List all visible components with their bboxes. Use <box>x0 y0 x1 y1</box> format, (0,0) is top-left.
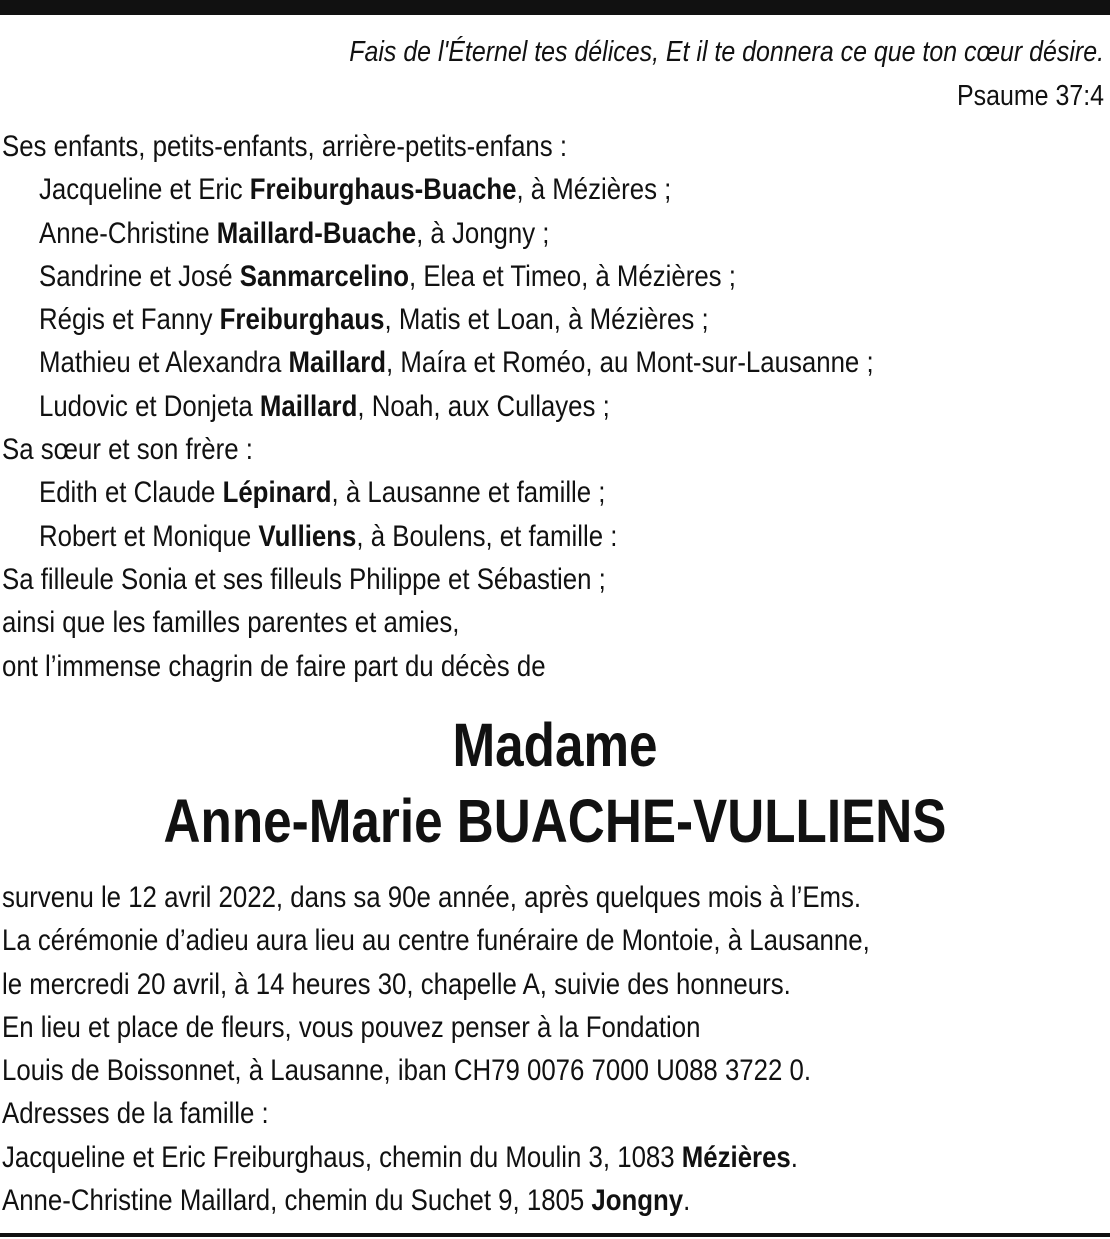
member-names: Jacqueline et Eric <box>38 173 250 207</box>
details-line: le mercredi 20 avril, à 14 heures 30, chapelle A, suivie des honneurs. <box>2 967 791 1001</box>
details-line: Louis de Boissonnet, à Lausanne, iban CH79 0076 7000 U088 3722 0. <box>2 1054 812 1088</box>
member-names: Robert et Monique <box>38 519 259 553</box>
address-end: . <box>790 1140 798 1174</box>
family-member-line <box>2 168 874 211</box>
family-address <box>2 1179 870 1222</box>
member-location: , à Lausanne et famille ; <box>331 476 606 510</box>
godchildren-line: Sa filleule Sonia et ses filleuls Philippe et Sébastien ; <box>2 562 606 596</box>
siblings-heading: Sa sœur et son frère : <box>2 433 253 467</box>
member-surname: Maillard-Buache <box>216 216 417 250</box>
deceased-name: Anne-Marie BUACHE-VULLIENS <box>163 787 947 855</box>
member-surname: Maillard <box>288 346 387 380</box>
member-location: , à Mézières ; <box>516 173 672 207</box>
family-address <box>2 1136 870 1179</box>
address-text: Anne-Christine Maillard, chemin du Suchet 9, 1805 <box>2 1184 592 1218</box>
member-names: Sandrine et José <box>38 259 240 293</box>
family-member-line <box>2 212 874 255</box>
details-line: En lieu et place de fleurs, vous pouvez penser à la Fondation <box>2 1010 701 1044</box>
announcement-line: ont l’immense chagrin de faire part du décès de <box>2 649 546 683</box>
member-names: Anne-Christine <box>38 216 217 250</box>
member-names: Régis et Fanny <box>38 303 220 337</box>
member-location: , Noah, aux Cullayes ; <box>357 389 610 423</box>
deceased-title: Madame <box>452 711 658 779</box>
top-rule <box>0 0 1110 15</box>
deceased-name-block <box>0 700 1110 856</box>
addresses-heading: Adresses de la famille : <box>2 1097 269 1131</box>
member-surname: Vulliens <box>258 519 357 553</box>
family-member-line <box>2 255 874 298</box>
bible-verse <box>175 30 1104 118</box>
verse-reference: Psaume 37:4 <box>957 80 1104 112</box>
member-surname: Sanmarcelino <box>239 259 409 293</box>
family-member-line <box>2 298 874 341</box>
address-text: Jacqueline et Eric Freiburghaus, chemin du Moulin 3, 1083 <box>2 1140 682 1174</box>
member-location: , à Boulens, et famille : <box>356 519 618 553</box>
address-town: Jongny <box>591 1184 684 1218</box>
member-location: , Maíra et Roméo, au Mont-sur-Lausanne ; <box>386 346 874 380</box>
relatives-line: ainsi que les familles parentes et amies, <box>2 606 460 640</box>
member-names: Mathieu et Alexandra <box>38 346 289 380</box>
member-location: , à Jongny ; <box>416 216 550 250</box>
member-surname: Lépinard <box>222 476 332 510</box>
family-list <box>2 125 874 688</box>
member-names: Ludovic et Donjeta <box>38 389 260 423</box>
member-surname: Freiburghaus <box>219 303 385 337</box>
bottom-rule <box>0 1233 1110 1237</box>
verse-quote: Fais de l'Éternel tes délices, Et il te donnera ce que ton cœur désire. <box>349 36 1104 68</box>
member-surname: Maillard <box>259 389 358 423</box>
children-heading: Ses enfants, petits-enfants, arrière-petits-enfans : <box>2 130 568 163</box>
member-location: , Matis et Loan, à Mézières ; <box>384 303 709 337</box>
member-surname: Freiburghaus-Buache <box>249 173 517 207</box>
family-member-line <box>2 515 874 558</box>
member-location: , Elea et Timeo, à Mézières ; <box>408 259 736 293</box>
family-member-line <box>2 471 874 514</box>
member-names: Edith et Claude <box>38 476 223 510</box>
family-member-line <box>2 341 874 384</box>
address-end: . <box>683 1184 691 1218</box>
address-town: Mézières <box>681 1140 791 1174</box>
details-line: survenu le 12 avril 2022, dans sa 90e année, après quelques mois à l’Ems. <box>2 881 862 914</box>
details-line: La cérémonie d’adieu aura lieu au centre funéraire de Montoie, à Lausanne, <box>2 924 870 958</box>
family-member-line <box>2 385 874 428</box>
funeral-details <box>2 876 870 1222</box>
